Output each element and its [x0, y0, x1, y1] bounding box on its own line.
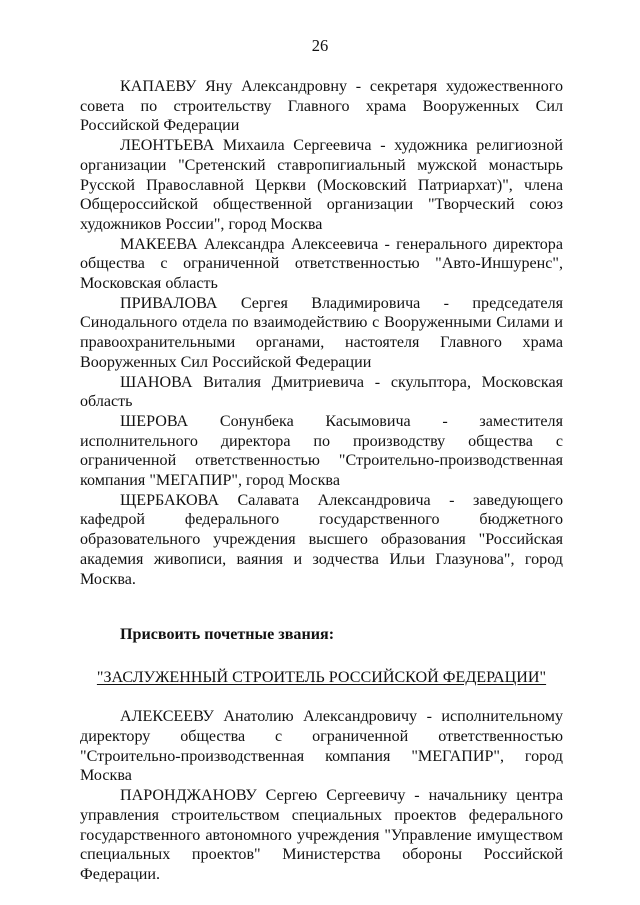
- honorary-title-recipients: [80, 707, 563, 884]
- entry-privalov: [80, 294, 563, 373]
- page-number: 26: [311, 36, 329, 55]
- entry-text: Яну Александровну - секретаря художественного совета по строительству Главного храма Вооруженных Сил Российской Федерации: [80, 78, 563, 135]
- entry-text: Александра Алексеевича - генерального директора общества с ограниченной ответственностью "Авто-Иншуренс", Московская область: [80, 235, 564, 293]
- document-body: [80, 77, 563, 885]
- entry-text: Сонунбека Касымовича - заместителя исполнительного директора по производству общества с ограниченной ответственностью "Строительно-производственная компания "МЕГАПИР", город Москва: [80, 412, 563, 490]
- entry-text: Сергею Сергеевичу - начальнику центра управления строительством специальных проектов федерального государственного автономного учреждения "Управление имуществом специальных проектов" Министерства обороны Российской Федерации.: [80, 787, 563, 883]
- entry-text: Виталия Дмитриевича - скульптора, Московская область: [80, 373, 563, 411]
- entry-text: Михаила Сергеевича - художника религиозной организации "Сретенский ставропигиальный мужской монастырь Русской Православной Церкви (Московский Патриархат)", члена Общероссийской общественной организации "Творческий союз художников России", город Москва: [80, 137, 563, 233]
- entry-text: Сергея Владимировича - председателя Синодального отдела по взаимодействию с Вооруженными Силами и правоохранительными органами, настоятеля Главного храма Вооруженных Сил Российской Федерации: [80, 294, 563, 371]
- entry-surname: КАПАЕВУ: [120, 78, 197, 95]
- entry-surname: ПАРОНДЖАНОВУ: [120, 787, 257, 805]
- entry-surname: МАКЕЕВА: [120, 235, 198, 253]
- entry-surname: ЛЕОНТЬЕВА: [120, 137, 215, 155]
- entry-surname: АЛЕКСЕЕВУ: [120, 708, 214, 726]
- entry-text: Анатолию Александровичу - исполнительному директору общества с ограниченной ответственностью "Строительно-производственная компания "МЕГАПИР", город Москва: [80, 708, 564, 785]
- entry-parondzhanov: [80, 786, 563, 885]
- entry-surname: ПРИВАЛОВА: [120, 294, 218, 312]
- entry-surname: ЩЕРБАКОВА: [120, 491, 219, 509]
- entry-surname: ШАНОВА: [120, 373, 193, 391]
- honorary-title: "ЗАСЛУЖЕННЫЙ СТРОИТЕЛЬ РОССИЙСКОЙ ФЕДЕРАЦИИ": [96, 669, 547, 687]
- entry-leontiev: [80, 136, 563, 235]
- entry-kapaev: [80, 77, 563, 136]
- entry-sherov: [80, 412, 563, 491]
- entry-alekseev: [80, 707, 563, 786]
- entry-shcherbakov: [80, 491, 563, 590]
- entry-surname: ШЕРОВА: [120, 412, 189, 430]
- section-heading: Присвоить почетные звания:: [120, 626, 335, 644]
- entry-makeev: [80, 235, 563, 294]
- entry-shanov: [80, 373, 563, 412]
- entry-text: Салавата Александровича - заведующего кафедрой федерального государственного бюджетного образовательного учреждения высшего образования "Российская академия живописи, ваяния и зодчества Ильи Глазунова", город Москва.: [80, 491, 563, 588]
